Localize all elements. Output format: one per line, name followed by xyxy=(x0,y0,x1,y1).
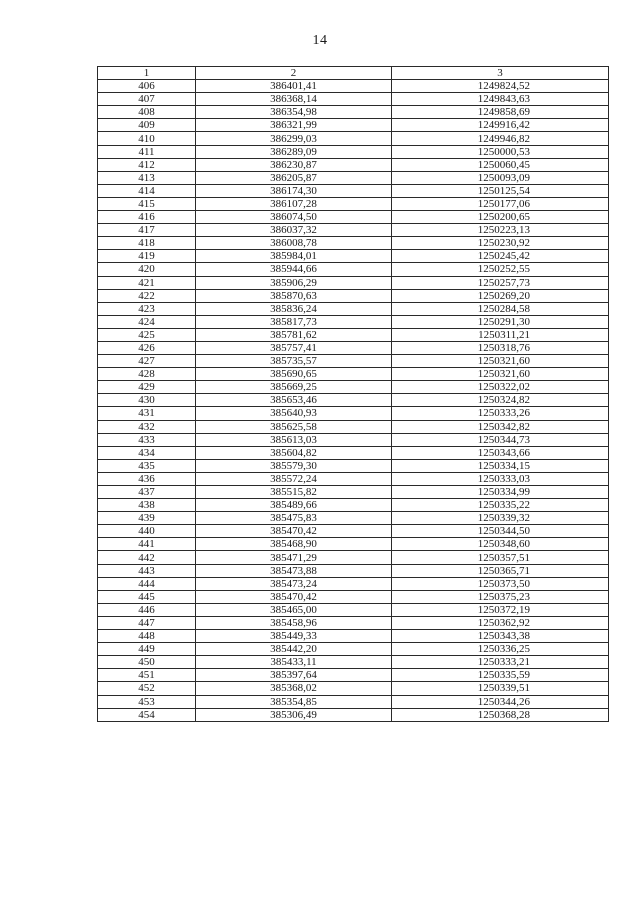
table-row xyxy=(98,171,609,184)
table-row xyxy=(98,328,609,341)
cell-x-coordinate: 385757,41 xyxy=(196,341,392,354)
cell-y-coordinate: 1250368,28 xyxy=(392,708,609,721)
column-header-x-coordinate: 2 xyxy=(196,67,392,80)
table-row xyxy=(98,119,609,132)
cell-y-coordinate: 1250223,13 xyxy=(392,224,609,237)
cell-x-coordinate: 385870,63 xyxy=(196,289,392,302)
cell-x-coordinate: 386289,09 xyxy=(196,145,392,158)
cell-y-coordinate: 1250344,50 xyxy=(392,525,609,538)
cell-x-coordinate: 385836,24 xyxy=(196,302,392,315)
cell-y-coordinate: 1250318,76 xyxy=(392,341,609,354)
cell-point-number: 420 xyxy=(98,263,196,276)
cell-y-coordinate: 1249858,69 xyxy=(392,106,609,119)
cell-y-coordinate: 1249843,63 xyxy=(392,93,609,106)
table-row xyxy=(98,158,609,171)
cell-y-coordinate: 1250375,23 xyxy=(392,590,609,603)
coordinates-table xyxy=(97,66,609,722)
cell-point-number: 435 xyxy=(98,459,196,472)
table-row xyxy=(98,80,609,93)
cell-x-coordinate: 385640,93 xyxy=(196,407,392,420)
page-number: 14 xyxy=(312,33,328,48)
cell-x-coordinate: 386368,14 xyxy=(196,93,392,106)
cell-y-coordinate: 1250333,03 xyxy=(392,472,609,485)
table-row xyxy=(98,630,609,643)
cell-point-number: 406 xyxy=(98,80,196,93)
cell-y-coordinate: 1250252,55 xyxy=(392,263,609,276)
cell-point-number: 414 xyxy=(98,184,196,197)
cell-x-coordinate: 386354,98 xyxy=(196,106,392,119)
cell-x-coordinate: 385473,24 xyxy=(196,577,392,590)
table-row xyxy=(98,538,609,551)
table-row xyxy=(98,577,609,590)
cell-x-coordinate: 385471,29 xyxy=(196,551,392,564)
cell-point-number: 434 xyxy=(98,446,196,459)
table-row xyxy=(98,669,609,682)
table-row xyxy=(98,237,609,250)
cell-y-coordinate: 1250333,21 xyxy=(392,656,609,669)
cell-point-number: 426 xyxy=(98,341,196,354)
cell-y-coordinate: 1250200,65 xyxy=(392,211,609,224)
table-row xyxy=(98,368,609,381)
cell-y-coordinate: 1250343,66 xyxy=(392,446,609,459)
table-row xyxy=(98,420,609,433)
cell-point-number: 447 xyxy=(98,616,196,629)
table-row xyxy=(98,564,609,577)
cell-y-coordinate: 1250000,53 xyxy=(392,145,609,158)
cell-point-number: 417 xyxy=(98,224,196,237)
table-row xyxy=(98,341,609,354)
cell-x-coordinate: 385475,83 xyxy=(196,512,392,525)
cell-x-coordinate: 385397,64 xyxy=(196,669,392,682)
cell-x-coordinate: 386037,32 xyxy=(196,224,392,237)
cell-y-coordinate: 1250324,82 xyxy=(392,394,609,407)
cell-point-number: 429 xyxy=(98,381,196,394)
cell-x-coordinate: 386107,28 xyxy=(196,197,392,210)
cell-point-number: 438 xyxy=(98,499,196,512)
cell-point-number: 423 xyxy=(98,302,196,315)
cell-point-number: 445 xyxy=(98,590,196,603)
table-row xyxy=(98,145,609,158)
cell-y-coordinate: 1250373,50 xyxy=(392,577,609,590)
cell-y-coordinate: 1250348,60 xyxy=(392,538,609,551)
cell-point-number: 450 xyxy=(98,656,196,669)
cell-y-coordinate: 1250333,26 xyxy=(392,407,609,420)
cell-x-coordinate: 385613,03 xyxy=(196,433,392,446)
cell-y-coordinate: 1250257,73 xyxy=(392,276,609,289)
cell-y-coordinate: 1250311,21 xyxy=(392,328,609,341)
header-row xyxy=(98,67,609,80)
cell-point-number: 451 xyxy=(98,669,196,682)
cell-point-number: 408 xyxy=(98,106,196,119)
cell-x-coordinate: 385944,66 xyxy=(196,263,392,276)
cell-y-coordinate: 1250344,26 xyxy=(392,695,609,708)
table-row xyxy=(98,472,609,485)
cell-point-number: 453 xyxy=(98,695,196,708)
table-row xyxy=(98,302,609,315)
cell-point-number: 446 xyxy=(98,603,196,616)
cell-x-coordinate: 385690,65 xyxy=(196,368,392,381)
table-row xyxy=(98,250,609,263)
cell-y-coordinate: 1250339,51 xyxy=(392,682,609,695)
table-row xyxy=(98,289,609,302)
cell-y-coordinate: 1250357,51 xyxy=(392,551,609,564)
table-header xyxy=(98,67,609,80)
cell-point-number: 448 xyxy=(98,630,196,643)
cell-x-coordinate: 385653,46 xyxy=(196,394,392,407)
cell-point-number: 430 xyxy=(98,394,196,407)
cell-point-number: 411 xyxy=(98,145,196,158)
cell-y-coordinate: 1250365,71 xyxy=(392,564,609,577)
cell-point-number: 449 xyxy=(98,643,196,656)
cell-y-coordinate: 1250334,99 xyxy=(392,486,609,499)
cell-x-coordinate: 385489,66 xyxy=(196,499,392,512)
cell-y-coordinate: 1250344,73 xyxy=(392,433,609,446)
column-header-y-coordinate: 3 xyxy=(392,67,609,80)
cell-y-coordinate: 1250321,60 xyxy=(392,368,609,381)
cell-y-coordinate: 1250362,92 xyxy=(392,616,609,629)
cell-point-number: 424 xyxy=(98,315,196,328)
cell-x-coordinate: 385458,96 xyxy=(196,616,392,629)
cell-y-coordinate: 1250177,06 xyxy=(392,197,609,210)
table-row xyxy=(98,276,609,289)
cell-y-coordinate: 1250335,22 xyxy=(392,499,609,512)
table-row xyxy=(98,106,609,119)
cell-y-coordinate: 1250125,54 xyxy=(392,184,609,197)
column-header-point-number: 1 xyxy=(98,67,196,80)
cell-x-coordinate: 385604,82 xyxy=(196,446,392,459)
cell-x-coordinate: 385468,90 xyxy=(196,538,392,551)
cell-point-number: 436 xyxy=(98,472,196,485)
cell-x-coordinate: 386230,87 xyxy=(196,158,392,171)
cell-x-coordinate: 386174,30 xyxy=(196,184,392,197)
cell-y-coordinate: 1249824,52 xyxy=(392,80,609,93)
cell-x-coordinate: 385433,11 xyxy=(196,656,392,669)
cell-point-number: 422 xyxy=(98,289,196,302)
table-row xyxy=(98,263,609,276)
cell-y-coordinate: 1250336,25 xyxy=(392,643,609,656)
cell-point-number: 437 xyxy=(98,486,196,499)
cell-x-coordinate: 386401,41 xyxy=(196,80,392,93)
cell-point-number: 431 xyxy=(98,407,196,420)
cell-point-number: 454 xyxy=(98,708,196,721)
cell-point-number: 442 xyxy=(98,551,196,564)
cell-y-coordinate: 1250060,45 xyxy=(392,158,609,171)
cell-y-coordinate: 1250343,38 xyxy=(392,630,609,643)
cell-y-coordinate: 1250339,32 xyxy=(392,512,609,525)
cell-y-coordinate: 1250342,82 xyxy=(392,420,609,433)
table-row xyxy=(98,433,609,446)
cell-x-coordinate: 386205,87 xyxy=(196,171,392,184)
cell-point-number: 412 xyxy=(98,158,196,171)
cell-x-coordinate: 385354,85 xyxy=(196,695,392,708)
cell-y-coordinate: 1249946,82 xyxy=(392,132,609,145)
cell-y-coordinate: 1250334,15 xyxy=(392,459,609,472)
table-row xyxy=(98,197,609,210)
table-row xyxy=(98,525,609,538)
table-row xyxy=(98,355,609,368)
cell-x-coordinate: 385669,25 xyxy=(196,381,392,394)
cell-point-number: 409 xyxy=(98,119,196,132)
cell-y-coordinate: 1250321,60 xyxy=(392,355,609,368)
table-row xyxy=(98,407,609,420)
table-row xyxy=(98,211,609,224)
cell-x-coordinate: 385906,29 xyxy=(196,276,392,289)
table-row xyxy=(98,499,609,512)
cell-point-number: 443 xyxy=(98,564,196,577)
cell-y-coordinate: 1250230,92 xyxy=(392,237,609,250)
table-row xyxy=(98,695,609,708)
cell-point-number: 418 xyxy=(98,237,196,250)
cell-y-coordinate: 1249916,42 xyxy=(392,119,609,132)
cell-point-number: 439 xyxy=(98,512,196,525)
table-row xyxy=(98,459,609,472)
cell-y-coordinate: 1250284,58 xyxy=(392,302,609,315)
cell-point-number: 444 xyxy=(98,577,196,590)
table-row xyxy=(98,656,609,669)
cell-y-coordinate: 1250335,59 xyxy=(392,669,609,682)
cell-x-coordinate: 385579,30 xyxy=(196,459,392,472)
cell-x-coordinate: 385470,42 xyxy=(196,525,392,538)
cell-x-coordinate: 385473,88 xyxy=(196,564,392,577)
cell-point-number: 425 xyxy=(98,328,196,341)
cell-x-coordinate: 385470,42 xyxy=(196,590,392,603)
cell-x-coordinate: 385449,33 xyxy=(196,630,392,643)
cell-point-number: 421 xyxy=(98,276,196,289)
table-row xyxy=(98,224,609,237)
cell-y-coordinate: 1250269,20 xyxy=(392,289,609,302)
cell-x-coordinate: 386299,03 xyxy=(196,132,392,145)
table-row xyxy=(98,184,609,197)
table-row xyxy=(98,315,609,328)
cell-y-coordinate: 1250372,19 xyxy=(392,603,609,616)
cell-x-coordinate: 385465,00 xyxy=(196,603,392,616)
cell-x-coordinate: 385515,82 xyxy=(196,486,392,499)
table-row xyxy=(98,132,609,145)
table-row xyxy=(98,93,609,106)
cell-x-coordinate: 385442,20 xyxy=(196,643,392,656)
cell-x-coordinate: 385306,49 xyxy=(196,708,392,721)
table-row xyxy=(98,446,609,459)
cell-x-coordinate: 385735,57 xyxy=(196,355,392,368)
cell-point-number: 419 xyxy=(98,250,196,263)
table-row xyxy=(98,512,609,525)
cell-y-coordinate: 1250093,09 xyxy=(392,171,609,184)
cell-point-number: 432 xyxy=(98,420,196,433)
cell-point-number: 410 xyxy=(98,132,196,145)
cell-y-coordinate: 1250245,42 xyxy=(392,250,609,263)
cell-point-number: 428 xyxy=(98,368,196,381)
table-row xyxy=(98,590,609,603)
table-row xyxy=(98,616,609,629)
cell-point-number: 441 xyxy=(98,538,196,551)
cell-x-coordinate: 385368,02 xyxy=(196,682,392,695)
table-row xyxy=(98,708,609,721)
cell-point-number: 452 xyxy=(98,682,196,695)
cell-x-coordinate: 385625,58 xyxy=(196,420,392,433)
cell-x-coordinate: 385572,24 xyxy=(196,472,392,485)
table-body xyxy=(98,80,609,722)
table-row xyxy=(98,682,609,695)
cell-x-coordinate: 385984,01 xyxy=(196,250,392,263)
cell-x-coordinate: 385781,62 xyxy=(196,328,392,341)
cell-point-number: 415 xyxy=(98,197,196,210)
table-row xyxy=(98,381,609,394)
cell-x-coordinate: 386008,78 xyxy=(196,237,392,250)
table-row xyxy=(98,551,609,564)
cell-point-number: 440 xyxy=(98,525,196,538)
cell-y-coordinate: 1250291,30 xyxy=(392,315,609,328)
cell-point-number: 427 xyxy=(98,355,196,368)
table-row xyxy=(98,394,609,407)
cell-point-number: 413 xyxy=(98,171,196,184)
cell-x-coordinate: 385817,73 xyxy=(196,315,392,328)
cell-x-coordinate: 386321,99 xyxy=(196,119,392,132)
cell-x-coordinate: 386074,50 xyxy=(196,211,392,224)
table-row xyxy=(98,603,609,616)
table-row xyxy=(98,486,609,499)
cell-point-number: 433 xyxy=(98,433,196,446)
cell-point-number: 407 xyxy=(98,93,196,106)
cell-point-number: 416 xyxy=(98,211,196,224)
table-row xyxy=(98,643,609,656)
cell-y-coordinate: 1250322,02 xyxy=(392,381,609,394)
